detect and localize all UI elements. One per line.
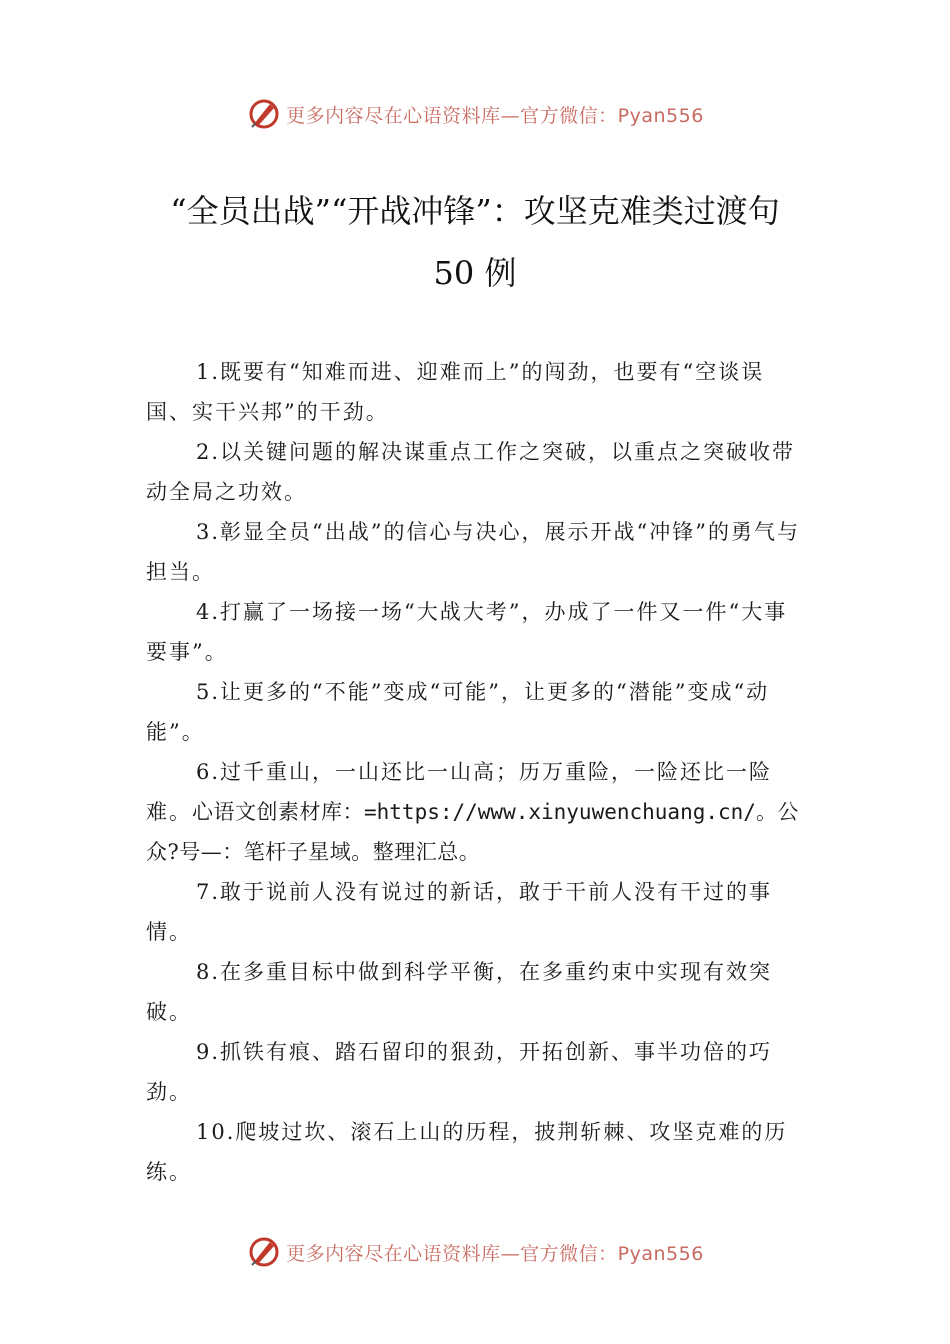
list-item: 3.彰显全员“出战”的信心与决心，展示开战“冲锋”的勇气与担当。 (146, 520, 800, 584)
item-6-note: 心语文创素材库：=https://www.xinyuwenchuang.cn/。公众?号—：笔杆子星域。整理汇总。 (146, 800, 799, 864)
banner-text: 更多内容尽在心语资料库—官方微信：Pyan556 (286, 1242, 704, 1265)
list-item: 8.在多重目标中做到科学平衡，在多重约束中实现有效突破。 (146, 960, 773, 1024)
wechat-id: Pyan556 (617, 104, 704, 127)
wechat-id: Pyan556 (617, 1242, 704, 1265)
banner-text: 更多内容尽在心语资料库—官方微信：Pyan556 (286, 104, 704, 127)
item-6-text: 6.过千重山，一山还比一山高；历万重险，一险还比一险难。 (146, 760, 773, 824)
source-url: =https://www.xinyuwenchuang.cn/ (364, 800, 756, 824)
list-item: 10.爬坡过坎、滚石上山的历程，披荆斩棘、攻坚克难的历练。 (146, 1120, 788, 1184)
list-item: 5.让更多的“不能”变成“可能”，让更多的“潜能”变成“动能”。 (146, 680, 770, 744)
header-banner (0, 94, 950, 134)
list-item: 2.以关键问题的解决谋重点工作之突破，以重点之突破收带动全局之功效。 (146, 440, 796, 504)
title-line-1: “全员出战”“开战冲锋”：攻坚克难类过渡句 (170, 192, 780, 230)
list-item (146, 752, 808, 872)
list-item: 4.打赢了一场接一场“大战大考”，办成了一件又一件“大事要事”。 (146, 600, 788, 664)
list-item: 9.抓铁有痕、踏石留印的狠劲，开拓创新、事半功倍的巧劲。 (146, 1040, 773, 1104)
title-line-2: 50 例 (433, 254, 517, 292)
article-body (146, 352, 808, 1192)
footer-banner (0, 1232, 950, 1272)
pen-logo-icon (246, 96, 282, 132)
list-item: 1.既要有“知难而进、迎难而上”的闯劲，也要有“空谈误国、实干兴邦”的干劲。 (146, 360, 765, 424)
page-title (80, 180, 870, 304)
pen-logo-icon (246, 1234, 282, 1270)
list-item: 7.敢于说前人没有说过的新话，敢于干前人没有干过的事情。 (146, 880, 773, 944)
